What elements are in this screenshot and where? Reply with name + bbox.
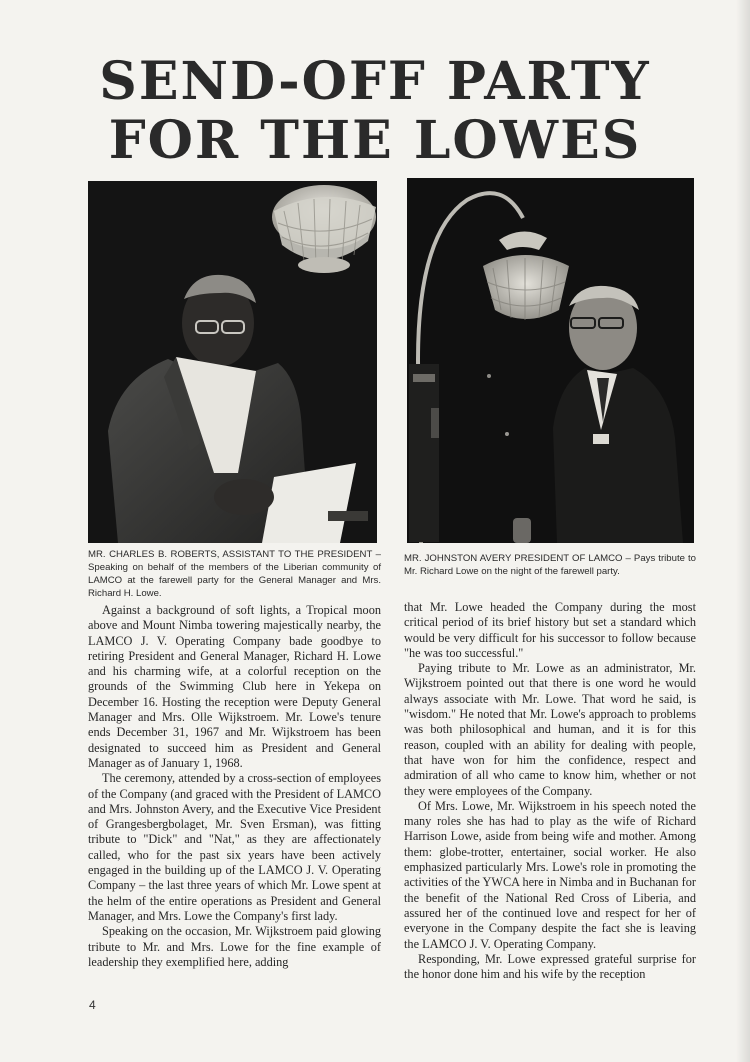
- caption-left: MR. CHARLES B. ROBERTS, ASSISTANT TO THE PRESIDENT – Speaking on behalf of the members of the Liberian community of LAMCO at the farewell party for the General Manager and Mrs. Richard H. Lowe.: [88, 549, 381, 599]
- article-column-right: [404, 600, 696, 982]
- article-paragraph: Against a background of soft lights, a Tropical moon above and Mount Nimba towering majestically nearby, the LAMCO J. V. Operating Company bade goodbye to retiring President and General Manager, Richard H. Lowe and his charming wife, at a colorful reception on the grounds of the Swimming Club here in Yekepa on December 16. Hosting the reception were Deputy General Manager and Mrs. Olle Wijkstroem. Mr. Lowe's tenure ends December 31, 1967 and Mr. Wijkstroem has been designated to succeed him as President and General Manager as of January 1, 1968.: [88, 603, 381, 770]
- article-paragraph: Responding, Mr. Lowe expressed grateful surprise for the honor done him and his wife by the reception: [404, 951, 696, 982]
- article-paragraph: Paying tribute to Mr. Lowe as an administrator, Mr. Wijkstroem pointed out that there is one word he would always associate with Mr. Lowe. That word he said, is "wisdom." He noted that Mr. Lowe's approach to problems was both philosophical and human, and it is for this reason, coupled with an ability for dealing with people, that have won for him the confidence, respect and admiration of all who came to know him, whether or not they were employees of the Company.: [404, 661, 696, 798]
- article-paragraph: that Mr. Lowe headed the Company during the most critical period of its brief history but set a standard which would be very difficult for his successor to follow because "he was too successful.": [404, 600, 696, 660]
- photo-charles-roberts: [88, 181, 377, 543]
- article-column-left: [88, 603, 381, 970]
- page-edge-shadow: [736, 0, 750, 1062]
- headline-line-1: SEND-OFF PARTY: [99, 51, 651, 112]
- photo-johnston-avery: [407, 178, 694, 543]
- photo-left-image: [88, 181, 377, 543]
- page-number: 4: [89, 998, 96, 1012]
- headline-line-2: FOR THE LOWES: [108, 110, 642, 171]
- article-paragraph: Speaking on the occasion, Mr. Wijkstroem paid glowing tribute to Mr. and Mrs. Lowe for the fine example of leadership they exemplified here, adding: [88, 924, 381, 969]
- caption-right: MR. JOHNSTON AVERY PRESIDENT OF LAMCO – Pays tribute to Mr. Richard Lowe on the night of the farewell party.: [404, 553, 696, 577]
- headline: [40, 51, 710, 171]
- article-paragraph: Of Mrs. Lowe, Mr. Wijkstroem in his speech noted the many roles she has had to play as the wife of Richard Harrison Lowe, aside from being wife and mother. Among them: globe-trotter, entertainer, social worker. He also emphasized particularly Mrs. Lowe's role in promoting the activities of the YWCA here in Nimba and in Buchanan for the benefit of the National Red Cross of Liberia, and assured her of the continued love and respect for her of everyone in the Company despite the fact she is leaving the LAMCO J. V. Operating Company.: [404, 798, 696, 951]
- article-paragraph: The ceremony, attended by a cross-section of employees of the Company (and graced with the President of LAMCO and Mrs. Johnston Avery, and the Executive Vice President of Grangesbergbolaget, Mr. Sven Ersman), was fitting tribute to "Dick" and "Nat," as they are affectionately called, who for the past six years have been actively engaged in the building up of the LAMCO J. V. Operating Company – the last three years of which Mr. Lowe spent at the helm of the entire operations as President and General Manager, and Mrs. Lowe the Company's first lady.: [88, 771, 381, 923]
- photo-right-image: [407, 178, 694, 543]
